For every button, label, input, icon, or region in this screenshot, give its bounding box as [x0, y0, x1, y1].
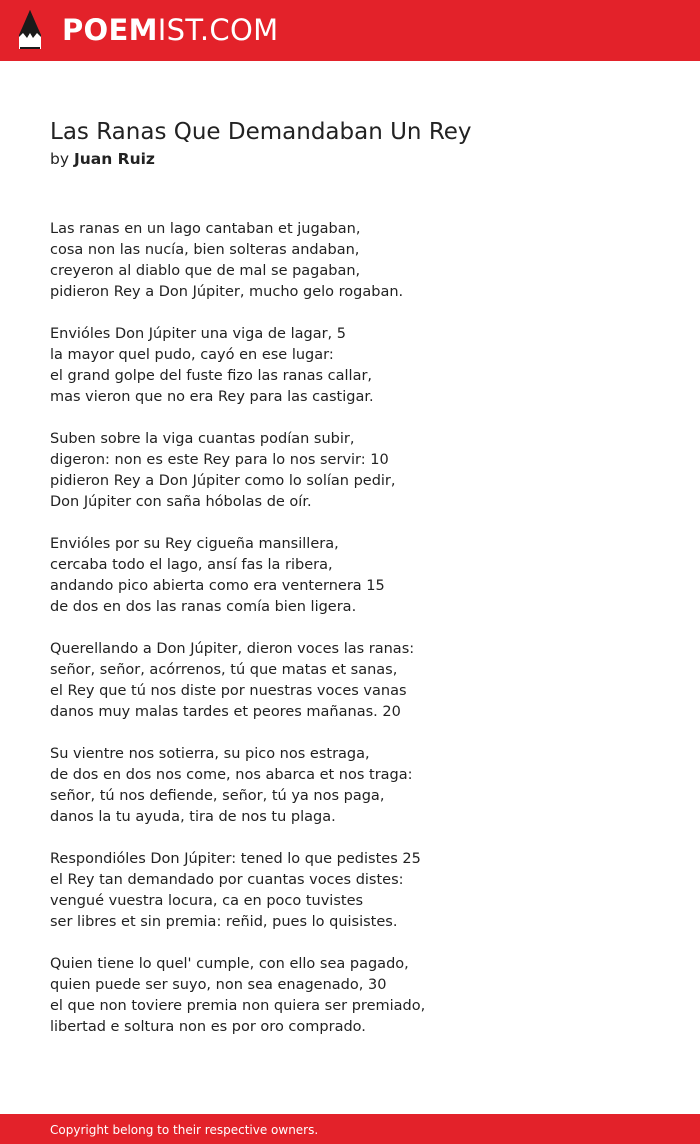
poem-line: creyeron al diablo que de mal se pagaban,: [50, 263, 361, 279]
site-logo[interactable]: [62, 12, 278, 48]
by-label: by: [50, 150, 70, 168]
poem-line: pidieron Rey a Don Júpiter como lo solían pedir,: [50, 473, 396, 489]
poem-line: de dos en dos las ranas comía bien ligera.: [50, 599, 357, 615]
poem-line: libertad e soltura non es por oro comprado.: [50, 1019, 366, 1035]
poem-line: Las ranas en un lago cantaban et jugaban,: [50, 221, 361, 237]
poem-line: Suben sobre la viga cuantas podían subir,: [50, 431, 355, 447]
stanza: [50, 849, 670, 933]
poem-line: Quien tiene lo quel' cumple, con ello sea pagado,: [50, 956, 409, 972]
poem-line: el Rey que tú nos diste por nuestras voces vanas: [50, 683, 407, 699]
poem-line: mas vieron que no era Rey para las castigar.: [50, 389, 374, 405]
poem-line: danos muy malas tardes et peores mañanas. 20: [50, 704, 401, 720]
poem-line: señor, tú nos defiende, señor, tú ya nos paga,: [50, 788, 385, 804]
stanza: [50, 324, 670, 408]
poem-title: Las Ranas Que Demandaban Un Rey: [50, 119, 472, 145]
poem-line: ser libres et sin premia: reñid, pues lo quisistes.: [50, 914, 398, 930]
poem-line: Envióles Don Júpiter una viga de lagar, 5: [50, 326, 346, 342]
stanza: [50, 639, 670, 723]
stanza: [50, 744, 670, 828]
poem-line: pidieron Rey a Don Júpiter, mucho gelo rogaban.: [50, 284, 404, 300]
poem-line: Querellando a Don Júpiter, dieron voces las ranas:: [50, 641, 415, 657]
poem-line: el que non toviere premia non quiera ser premiado,: [50, 998, 426, 1014]
poem-line: el Rey tan demandado por cuantas voces distes:: [50, 872, 404, 888]
site-footer: [0, 1114, 700, 1144]
poem-line: señor, señor, acórrenos, tú que matas et sanas,: [50, 662, 398, 678]
logo-bold-text: POEM: [62, 13, 158, 47]
poem-body: [50, 219, 670, 1059]
poem-line: de dos en dos nos come, nos abarca et nos traga:: [50, 767, 413, 783]
poem-line: Respondióles Don Júpiter: tened lo que pedistes 25: [50, 851, 421, 867]
site-header: [0, 0, 700, 61]
poem-line: quien puede ser suyo, non sea enagenado, 30: [50, 977, 387, 993]
poem-line: cercaba todo el lago, ansí fas la ribera,: [50, 557, 333, 573]
poem-line: andando pico abierta como era venternera 15: [50, 578, 385, 594]
poem-line: cosa non las nucía, bien solteras andaban,: [50, 242, 360, 258]
poem-line: la mayor quel pudo, cayó en ese lugar:: [50, 347, 334, 363]
poem-line: Don Júpiter con saña hóbolas de oír.: [50, 494, 312, 510]
stanza: [50, 954, 670, 1038]
author-name: Juan Ruiz: [73, 150, 155, 168]
poem-line: digeron: non es este Rey para lo nos servir: 10: [50, 452, 389, 468]
stanza: [50, 219, 670, 303]
poem-line: Su vientre nos sotierra, su pico nos estraga,: [50, 746, 370, 762]
stanza: [50, 429, 670, 513]
poem-line: vengué vuestra locura, ca en poco tuvistes: [50, 893, 364, 909]
copyright-text: Copyright belong to their respective owners.: [50, 1123, 319, 1137]
stanza: [50, 534, 670, 618]
logo-light-text: IST.COM: [157, 13, 279, 47]
poem-line: el grand golpe del fuste fizo las ranas callar,: [50, 368, 373, 384]
poem-line: danos la tu ayuda, tira de nos tu plaga.: [50, 809, 336, 825]
poem-line: Envióles por su Rey cigueña mansillera,: [50, 536, 339, 552]
byline: [50, 148, 155, 170]
pencil-tip-icon[interactable]: [17, 9, 43, 51]
